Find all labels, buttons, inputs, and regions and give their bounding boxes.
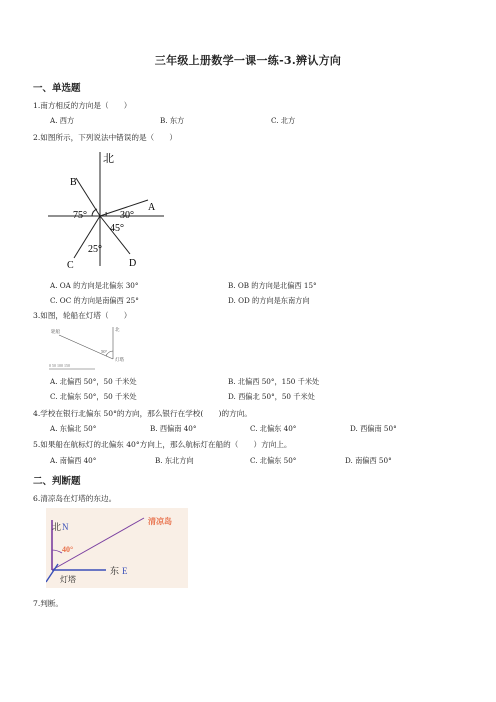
q4-option-d[interactable]: D. 西偏南 50° [350, 424, 397, 433]
question-3: 3.如图，轮船在灯塔（ ） [33, 311, 132, 320]
q1-option-a[interactable]: A. 西方 [50, 116, 75, 125]
q6-n-label: N [62, 522, 69, 532]
q2-ray-od [100, 216, 130, 254]
section-heading-single-choice: 一、单选题 [33, 83, 81, 94]
section-heading-true-false: 二、判断题 [33, 476, 81, 487]
q3-lighthouse-label: 灯塔 [115, 357, 124, 362]
q6-lighthouse-label: 灯塔 [60, 575, 76, 584]
q2-label-b: B [70, 177, 77, 188]
q2-option-c[interactable]: C. OC 的方向是南偏西 25° [50, 296, 139, 305]
q5-option-d[interactable]: D. 南偏西 50° [345, 456, 392, 465]
page-title: 三年级上册数学一课一练-3.辨认方向 [154, 54, 342, 67]
q3-north-label: 北 [115, 327, 120, 332]
q3-angle-label: 50° [101, 349, 108, 354]
q3-ship-label: 轮船 [51, 329, 60, 334]
q6-e-label: E [122, 566, 128, 576]
q5-option-a[interactable]: A. 南偏西 40° [50, 456, 97, 465]
q1-option-b[interactable]: B. 东方 [160, 116, 185, 125]
q2-angle-figure [40, 150, 180, 272]
question-4: 4.学校在银行北偏东 50°的方向，那么银行在学校( )的方向。 [33, 409, 252, 418]
q2-north-label: 北 [103, 153, 114, 165]
q6-island-figure [46, 508, 188, 588]
q2-angle-45: 45° [110, 223, 124, 234]
question-6: 6.清凉岛在灯塔的东边。 [33, 494, 117, 503]
question-7: 7.判断。 [33, 599, 64, 608]
q3-option-d[interactable]: D. 西偏北 50°，50 千米处 [228, 392, 315, 401]
q2-option-a[interactable]: A. OA 的方向是北偏东 30° [50, 281, 139, 290]
q2-angle-25: 25° [88, 244, 102, 255]
q6-east-label: 东 [110, 566, 120, 576]
q3-ship-figure [45, 323, 145, 373]
q3-scale-label: 0 50 100 150 [49, 363, 70, 368]
q3-option-a[interactable]: A. 北偏西 50°，50 千米处 [50, 377, 137, 386]
q2-label-a: A [148, 202, 156, 213]
q4-option-b[interactable]: B. 西偏南 40° [150, 424, 197, 433]
q3-option-c[interactable]: C. 北偏东 50°，50 千米处 [50, 392, 137, 401]
q6-north-label: 北 [52, 522, 62, 532]
q5-option-c[interactable]: C. 北偏东 50° [250, 456, 297, 465]
q6-angle-label: 40° [62, 545, 74, 554]
q2-label-d: D [129, 258, 137, 269]
q4-option-a[interactable]: A. 东偏北 50° [50, 424, 97, 433]
question-5: 5.如果船在航标灯的北偏东 40°方向上，那么航标灯在船的（ ）方向上。 [33, 440, 292, 449]
question-1: 1.南方相反的方向是（ ） [33, 101, 132, 110]
q2-option-d[interactable]: D. OD 的方向是东南方向 [228, 296, 310, 305]
q2-angle-30: 30° [120, 210, 134, 221]
q2-angle-75: 75° [73, 210, 87, 221]
q3-ship-line [59, 335, 113, 359]
q5-option-b[interactable]: B. 东北方向 [155, 456, 194, 465]
q2-option-b[interactable]: B. OB 的方向是北偏西 15° [228, 281, 317, 290]
q6-island-label: 清凉岛 [148, 517, 172, 526]
q2-label-c: C [67, 260, 74, 271]
question-2: 2.如图所示，下列说法中错误的是（ ） [33, 133, 177, 142]
q3-option-b[interactable]: B. 北偏西 50°，150 千米处 [228, 377, 320, 386]
q4-option-c[interactable]: C. 北偏东 40° [250, 424, 297, 433]
q1-option-c[interactable]: C. 北方 [271, 116, 296, 125]
